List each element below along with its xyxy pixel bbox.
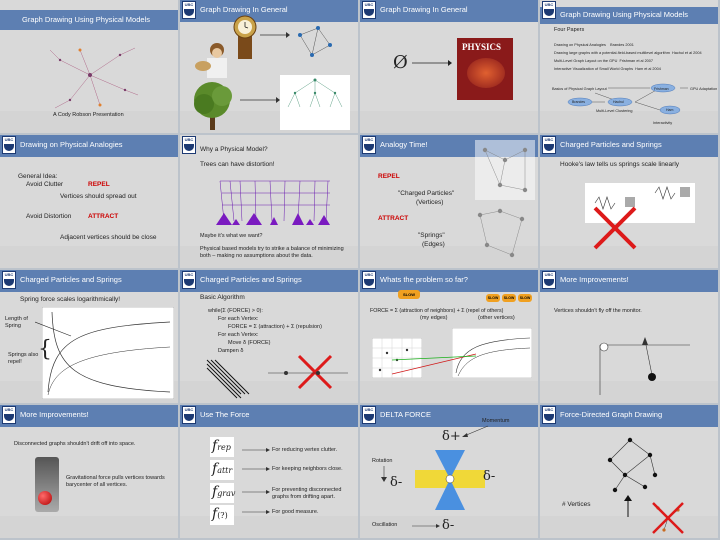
repel-label: REPEL [88, 181, 110, 188]
ubc-logo: UBC [2, 406, 16, 424]
slide-14[interactable] [180, 405, 358, 538]
force-description: For reducing vertex clutter. [272, 447, 338, 453]
delta-plus: δ+ [442, 429, 461, 444]
diagram-label: Brandes [572, 100, 586, 104]
vertices-text: (Vertices) [416, 199, 444, 206]
distortion-text: Trees can have distortion! [200, 161, 275, 168]
slide-header [360, 405, 538, 427]
force-equation: FORCE = Σ (attraction of neighbors) + Σ (repel of others) [370, 308, 504, 314]
ubc-logo: UBC [362, 406, 376, 424]
graph-illustration [40, 40, 140, 110]
slide-title: Analogy Time! [380, 140, 428, 149]
slide-11[interactable] [360, 270, 538, 403]
slow-sign-label: SLOW [403, 292, 415, 297]
force-symbol: fattr [212, 461, 233, 477]
distorted-tree-diagram [210, 173, 340, 228]
vertex-line-diagram [268, 368, 348, 378]
force-description: For preventing disconnected graphs from drifting apart. [272, 487, 342, 500]
slide-12[interactable] [540, 270, 718, 403]
rotation-arrow [378, 466, 390, 482]
vertices-count-label: # Vertices [562, 501, 591, 508]
spread-out-text: Vertices should spread out [60, 193, 137, 200]
red-ball-icon [38, 491, 52, 505]
code-line: Dampen δ [218, 348, 244, 354]
slide-header [180, 405, 358, 427]
slide-title: DELTA FORCE [380, 410, 431, 419]
paper-item: Drawing large graphs with a potential-field-based multilevel algorithm Hachul et al 2004 [554, 51, 702, 55]
force-arrows-diagram [205, 358, 255, 400]
springs-repel-label: Springs also repel! [8, 352, 39, 365]
edges-text: (Edges) [422, 241, 445, 248]
paper-item: Interactive Visualization of Small World Graphs Ham et al 2004 [554, 67, 661, 71]
hookes-law-text: Hooke's law tells us springs scale linearly [560, 161, 680, 168]
slide-title: Graph Drawing Using Physical Models [22, 15, 150, 24]
force-description: For keeping neighbors close. [272, 466, 343, 472]
avoid-clutter-label: Avoid Clutter [26, 181, 64, 188]
ubc-logo: UBC [182, 271, 196, 289]
arrow-icon [412, 58, 452, 68]
comparison-arrows [390, 348, 480, 378]
ubc-logo: UBC [542, 406, 556, 424]
ubc-logo: UBC [362, 271, 376, 289]
slide-title: More Improvements! [560, 275, 629, 284]
physics-book-cover [457, 38, 513, 100]
slide-header [180, 270, 358, 292]
ubc-logo: UBC [542, 271, 556, 289]
force-symbol: f(?) [212, 506, 228, 522]
disconnected-text: Disconnected graphs shouldn't drift off into space. [14, 441, 136, 447]
arrow-icon [260, 30, 290, 40]
slow-sign-icon [398, 290, 420, 299]
slide-header [540, 7, 718, 24]
diagram-label: Hachul [613, 100, 624, 104]
delta-diagram [415, 450, 485, 510]
paper-item: Multi-Level Graph Layout on the GPU Frishman et al 2007 [554, 59, 654, 63]
slide-header [180, 0, 358, 22]
arrow-icon [240, 95, 280, 105]
ubc-logo: UBC [362, 136, 376, 154]
slide-title: Charged Particles and Springs [560, 140, 662, 149]
diagram-label: Interactivity [653, 121, 673, 125]
arrow-icon [460, 425, 490, 439]
up-arrow-icon [623, 495, 633, 517]
force-symbol: frep [212, 438, 231, 454]
delta-minus: δ- [390, 475, 403, 490]
slide-header [540, 270, 718, 292]
code-line: FORCE = Σ (attraction) + Σ (repulsion) [228, 324, 322, 330]
slide-header [360, 270, 538, 292]
slide-title: More Improvements! [20, 410, 89, 419]
slide-1[interactable] [0, 0, 178, 133]
ubc-logo: UBC [182, 136, 196, 154]
force-symbol: fgrav [212, 484, 236, 500]
attract-label: ATTRACT [378, 215, 409, 222]
log-scale-text: Spring force scales logarithmically! [20, 296, 121, 303]
slow-sign-icon [518, 294, 532, 302]
slide-9[interactable] [0, 270, 178, 403]
springs-text: "Springs" [418, 232, 445, 239]
other-vertices-label: (other vertices) [478, 315, 515, 321]
code-line: For each Vertex: [218, 332, 259, 338]
graph-illustration [475, 140, 535, 200]
slide-header [540, 135, 718, 157]
repel-label: REPEL [378, 173, 400, 180]
slide-title: Charged Particles and Springs [200, 275, 302, 284]
arrow-icon [242, 446, 270, 454]
ubc-logo: UBC [2, 136, 16, 154]
slide-2[interactable] [180, 0, 358, 133]
slide-header [0, 270, 178, 292]
slide-title: Force-Directed Graph Drawing [560, 410, 663, 419]
cross-out-icon [590, 203, 640, 253]
graph-illustration [600, 435, 660, 495]
diagram-label: Multi-Level Clustering [596, 109, 633, 113]
slide-16[interactable] [540, 405, 718, 538]
slide-header [0, 135, 178, 157]
gravitational-text: Gravitational force pulls vertices towards barycenter of all vertices. [66, 475, 165, 488]
oscillation-label: Oscillation [372, 522, 398, 528]
slide-header [0, 405, 178, 427]
slide-title: Whats the problem so far? [380, 275, 468, 284]
slide-3[interactable] [360, 0, 538, 133]
book-title: PHYSICS [462, 42, 502, 52]
physics-explanation: Physical based models try to strike a balance of minimizing both – making no assumptions about the data. [200, 246, 344, 259]
slide-6[interactable] [180, 135, 358, 268]
slide-header [360, 0, 538, 22]
diagram-label: Basics of Physical Graph Layout [552, 87, 607, 91]
slide-header [540, 405, 718, 427]
slide-title: Use The Force [200, 410, 250, 419]
slide-title: Graph Drawing In General [200, 5, 288, 14]
ubc-logo: UBC [182, 1, 196, 19]
why-heading: Why a Physical Model? [200, 146, 268, 153]
empty-set-symbol: Ø [393, 52, 408, 73]
graph-diagram [290, 20, 340, 65]
slow-sign-label: SLOW [519, 296, 531, 300]
slow-sign-label: SLOW [503, 296, 515, 300]
slide-subtitle: Four Papers [554, 27, 585, 33]
diagram-label: Ham [666, 108, 674, 112]
slide-title: Graph Drawing In General [380, 5, 468, 14]
arrow-icon [242, 508, 270, 516]
my-edges-label: (my edges) [420, 315, 448, 321]
ubc-logo: UBC [542, 1, 556, 19]
slide-5[interactable] [0, 135, 178, 268]
code-line: Move δ (FORCE) [228, 340, 271, 346]
tree-diagram [280, 75, 350, 130]
diagram-label: GPU Adaptation [690, 87, 718, 91]
painter-photo [195, 40, 235, 80]
ubc-logo: UBC [362, 1, 376, 19]
slide-title: Drawing on Physical Analogies [20, 140, 123, 149]
arrow-icon [242, 465, 270, 473]
brace-icon: { [38, 337, 52, 362]
maybe-text: Maybe it's what we want? [200, 233, 263, 239]
paper-item: Drawing on Physical Analogies Brandes 2001 [554, 43, 634, 47]
code-line: For each Vertex: [218, 316, 259, 322]
rotation-label: Rotation [372, 458, 393, 464]
slow-sign-icon [486, 294, 500, 302]
slow-sign-label: SLOW [487, 296, 499, 300]
basic-algorithm-heading: Basic Algorithm [200, 294, 245, 301]
code-line: while(Σ (FORCE) > 0): [208, 308, 263, 314]
charged-particles-text: "Charged Particles" [398, 190, 455, 197]
arrow-icon [412, 522, 440, 530]
arrow-icon [242, 488, 270, 496]
force-description: For good measure. [272, 509, 319, 515]
delta-minus: δ- [483, 469, 496, 484]
slide-8[interactable] [540, 135, 718, 268]
slide-15[interactable] [360, 405, 538, 538]
monitor-text: Vertices shouldn't fly off the monitor. [554, 308, 642, 314]
delta-minus: δ- [442, 518, 455, 533]
ubc-logo: UBC [182, 406, 196, 424]
bounds-diagram [590, 325, 700, 400]
slide-title: Charged Particles and Springs [20, 275, 122, 284]
ubc-logo: UBC [542, 136, 556, 154]
slide-7[interactable] [360, 135, 538, 268]
momentum-label: Momentum [482, 418, 510, 424]
slide-10[interactable] [180, 270, 358, 403]
general-idea-label: General Idea: [18, 173, 58, 180]
ubc-logo: UBC [2, 271, 16, 289]
crossed-graph-icon [650, 500, 686, 536]
slide-4[interactable] [540, 0, 718, 133]
length-of-spring-label: Length of Spring [5, 316, 28, 329]
slide-title: Graph Drawing Using Physical Models [560, 10, 688, 19]
slow-sign-icon [502, 294, 516, 302]
adjacent-text: Adjacent vertices should be close [60, 234, 157, 241]
author-credit: A Cody Robson Presentation [53, 112, 124, 118]
attract-label: ATTRACT [88, 213, 119, 220]
slide-13[interactable] [0, 405, 178, 538]
spring-graph-illustration [472, 205, 532, 263]
avoid-distortion-label: Avoid Distortion [26, 213, 72, 220]
tree-photo [190, 80, 235, 130]
diagram-label: Frishman [654, 87, 669, 91]
